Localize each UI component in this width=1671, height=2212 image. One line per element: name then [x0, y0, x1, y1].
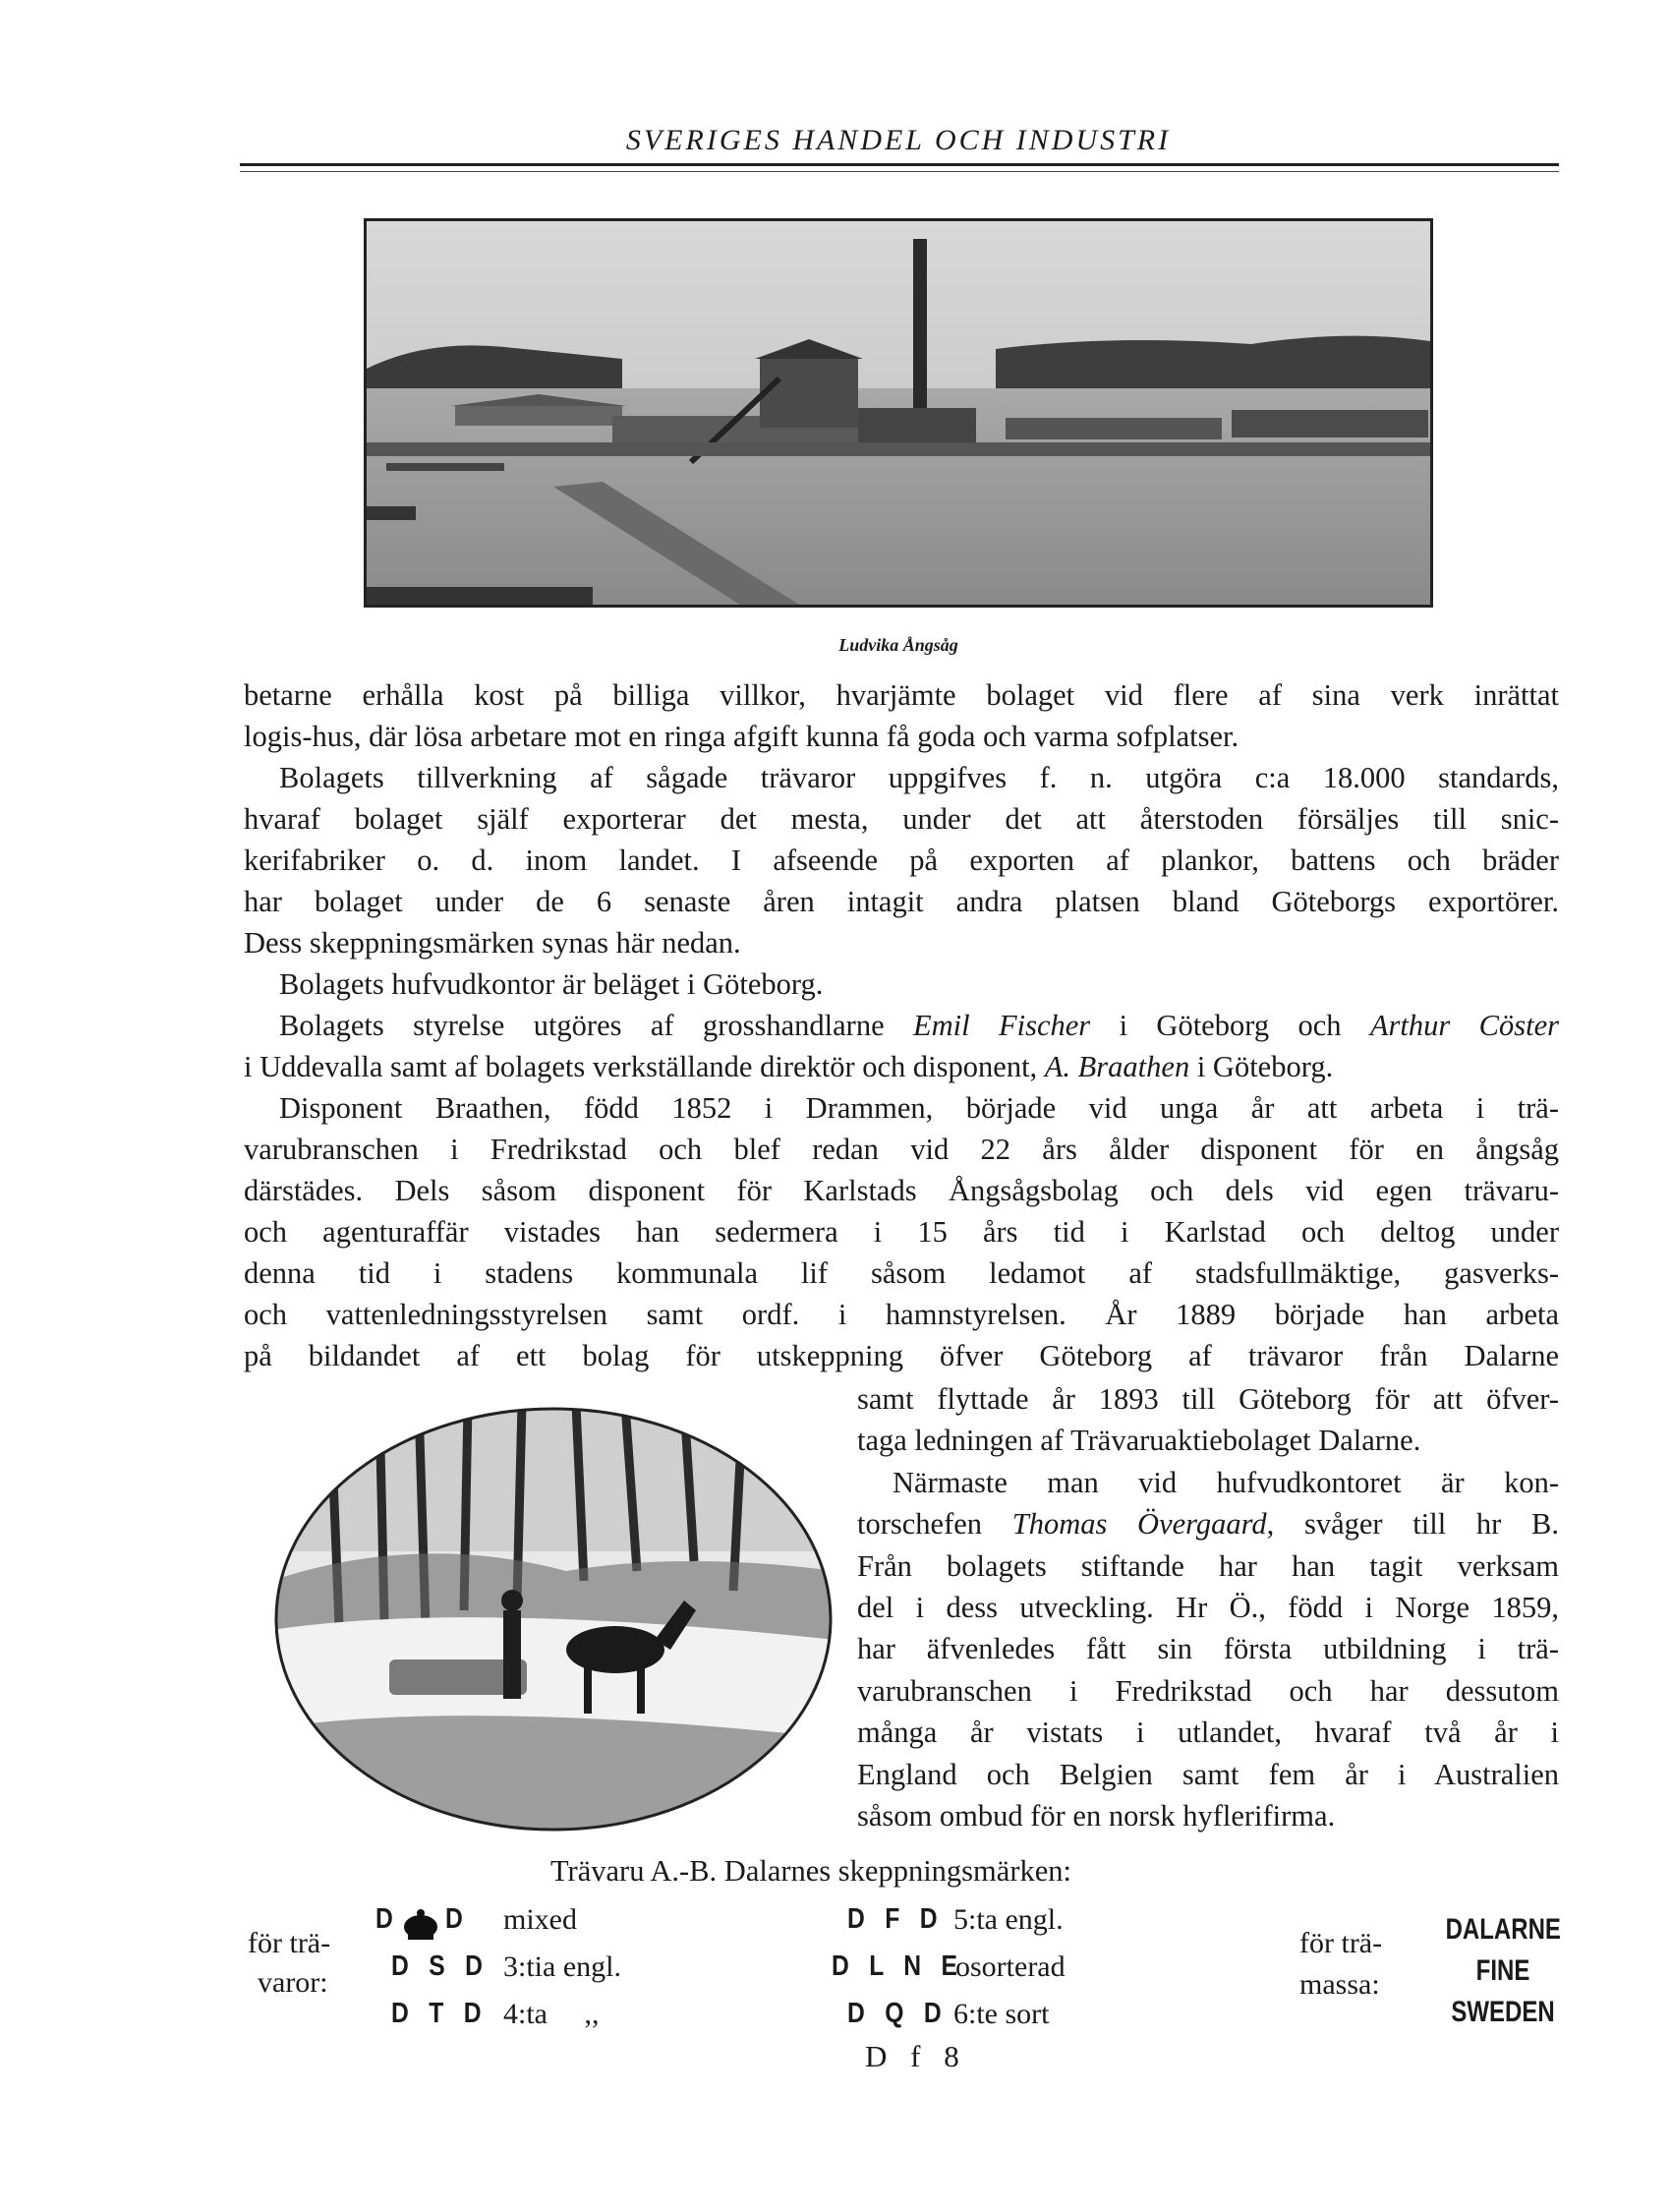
text-run: i Uddevalla samt af bolagets verkställande direktör och disponent, [244, 1050, 1045, 1083]
text-line: Dess skeppningsmärken synas här nedan. [244, 926, 741, 960]
sawmill-photo [364, 218, 1433, 608]
mark-desc: 3:tia engl. [503, 1950, 621, 1983]
text-line: såsom ombud för en norsk hyflerifirma. [857, 1799, 1336, 1834]
text-line: England och Belgien samt fem år i Australien [857, 1757, 1559, 1791]
person-name: Arthur Cöster [1369, 1009, 1559, 1042]
text-line [857, 1503, 1559, 1544]
mark-desc: 6:te sort [953, 1998, 1050, 2030]
marks-title: Trävaru A.-B. Dalarnes skeppningsmärken: [550, 1854, 1071, 1888]
mark-code-text: D Q D [847, 1998, 949, 2029]
text-run: , svåger till hr B. [1266, 1507, 1559, 1542]
mark-code-text: D S D [391, 1950, 490, 1982]
text-line: på bildandet af ett bolag för utskeppning öfver Göteborg af trävaror från Dalarne [244, 1339, 1559, 1372]
mark-code: D f 8 [865, 2039, 967, 2073]
text-line: denna tid i stadens kommunala lif såsom ledamot af stadsfullmäktige, gasverks- [244, 1256, 1559, 1290]
text-line: många år vistats i utlandet, hvaraf två år i [857, 1716, 1559, 1750]
text-line: hvaraf bolaget själf exporterar det mesta, under det att återstoden försäljes till snic- [244, 802, 1559, 836]
brand-line: DALARNE [1445, 1913, 1561, 1946]
running-header: SVERIGES HANDEL OCH INDUSTRI [625, 124, 1172, 156]
mark-code-text: D F D [847, 1903, 945, 1935]
text-line: Bolagets tillverkning af sågade trävaror uppgifves f. n. utgöra c:a 18.000 standards, [279, 761, 1559, 794]
header-rule [240, 163, 1559, 166]
text-line: därstädes. Dels såsom disponent för Karlstads Ångsågsbolag och dels vid egen trävaru- [244, 1174, 1559, 1207]
text-run: i Göteborg och [1090, 1009, 1370, 1042]
mark-code: D [375, 1903, 393, 1935]
mark-code-text: D L N E [832, 1950, 964, 1982]
brand-line: FINE [1475, 1954, 1530, 1987]
mark-code [847, 1998, 966, 2030]
photo-caption: Ludvika Ångsåg [838, 635, 958, 655]
text-run: i Göteborg. [1189, 1050, 1334, 1083]
brand-line: SWEDEN [1451, 1996, 1555, 2028]
person-name: Emil Fischer [913, 1009, 1091, 1042]
mark-desc: osorterad [955, 1950, 1066, 1983]
mark-code [847, 1903, 961, 1936]
text-line: samt flyttade år 1893 till Göteborg för att öfver- [857, 1382, 1559, 1416]
text-run: torschefen [857, 1507, 1012, 1542]
wrapped-text [857, 1378, 1559, 1836]
mark-code [391, 1950, 506, 1983]
mark-desc: 4:ta ,, [503, 1998, 600, 2030]
person-name: Thomas Övergaard [1011, 1507, 1267, 1542]
mark-code: D [444, 1903, 463, 1935]
text-line: har bolaget under de 6 senaste åren intagit andra platsen bland Göteborgs exportörer. [244, 885, 1559, 918]
text-line: Närmaste man vid hufvudkontoret är kon- [893, 1465, 1559, 1499]
text-line: varubranschen i Fredrikstad och blef redan vid 22 års ålder disponent för en ångsåg [244, 1133, 1559, 1166]
text-line: taga ledningen af Trävaruaktiebolaget Dalarne. [857, 1424, 1421, 1458]
text-line: kerifabriker o. d. inom landet. I afseende på exporten af plankor, battens och bräder [244, 844, 1559, 877]
person-name: A. Braathen [1044, 1050, 1190, 1083]
mark-desc: 5:ta engl. [953, 1903, 1064, 1936]
text-line [244, 1046, 1559, 1087]
mark-code-text: D T D [391, 1998, 489, 2029]
crown-icon [402, 1907, 439, 1941]
mark-mixed [375, 1903, 466, 1941]
text-line: och vattenledningsstyrelsen samt ordf. i hamnstyrelsen. År 1889 började han arbeta [244, 1298, 1559, 1331]
label-travaror: varor: [258, 1966, 328, 1999]
text-line: varubranschen i Fredrikstad och har dessutom [857, 1673, 1559, 1708]
text-run: Bolagets styrelse utgöres af grosshandlarne [279, 1009, 913, 1042]
header-rule-thin [240, 171, 1559, 172]
mark-desc: mixed [503, 1903, 577, 1936]
text-line: Från bolagets stiftande har han tagit verksam [857, 1548, 1559, 1583]
text-line: betarne erhålla kost på billiga villkor, hvarjämte bolaget vid flere af sina verk inrättat [244, 678, 1559, 712]
text-line: och agenturaffär vistades han sedermera i 15 års tid i Karlstad och deltog under [244, 1215, 1559, 1249]
label-travaror: för trä- [248, 1927, 331, 1959]
mark-code [391, 1998, 505, 2030]
text-line: del i dess utveckling. Hr Ö., född i Norge 1859, [857, 1591, 1559, 1625]
label-tramassa: för trä- [1299, 1927, 1383, 1959]
label-tramassa: massa: [1299, 1968, 1380, 2001]
text-line: Disponent Braathen, född 1852 i Drammen, började vid unga år att arbeta i trä- [279, 1091, 1559, 1125]
text-line: logis-hus, där lösa arbetare mot en ringa afgift kunna få goda och varma sofplatser. [244, 720, 1239, 753]
text-line: har äfvenledes fått sin första utbildning i trä- [857, 1632, 1559, 1666]
text-line [244, 1005, 1559, 1046]
brand-mark [1431, 1909, 1575, 2033]
body-text [244, 674, 1559, 1376]
timber-sled-photo [271, 1404, 836, 1834]
text-line: Bolagets hufvudkontor är beläget i Göteborg. [279, 967, 824, 1001]
